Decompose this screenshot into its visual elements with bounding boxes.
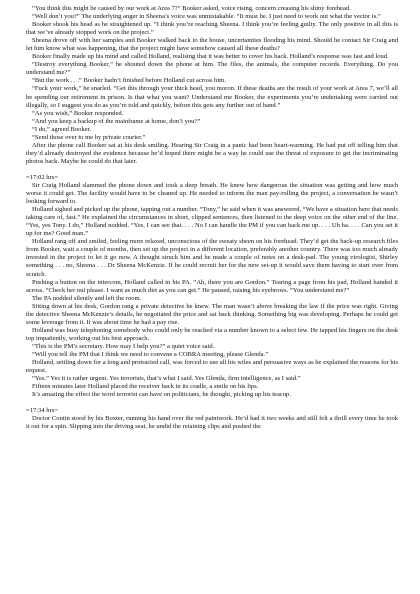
paragraph: Holland was busy telephoning somebody who could only be reached via a number known to a select few. He tapped his fingers on the desk top impatiently, working out his best approach. <box>26 326 398 342</box>
paragraph: “You think this might be caused by our work at Area 7?” Booker asked, voice rising, concern creasing his shiny forehead. <box>32 5 351 12</box>
paragraph: Booker finally made up his mind and called Holland, realising that it was better to cover his back. Holland’s response was fast and loud. <box>32 53 389 61</box>
paragraph: “And you keep a backup of the mainframe at home, don’t you?” <box>32 117 201 125</box>
paragraph: Holland rang off and smiled, feeling more relaxed, unconscious of the sweaty sheen on his forehead. They’d get the back-up research files from Booker, wait a couple of months, then set up the project in a different location, preferably another country. There was too much already invested in the project to let it go now. A thought struck him and he made a couple of notes on a desk-pad. The young virologist, Shirley something . . . no, Sheena . . . Dr Sheena McKenzie. If he could recruit her for the new set-up it would save them having to start over from scratch. <box>26 238 398 278</box>
paragraph: “Will you tell the PM that I think we need to convene a COBRA meeting, please Glenda.” <box>32 350 269 358</box>
paragraph: Doctor Contin stood by his Boxter, running his hand over the red paintwork. He’d had it two weeks and still felt a thrill every time he took it out for a spin. Slipping into the driving seat, he undid the retaining clips and pushed the <box>26 415 398 431</box>
paragraph: “But the work . . .” Booker hadn’t finished before Holland cut across him. <box>32 77 226 85</box>
paragraph: “As you wish,” Booker responded. <box>32 109 124 117</box>
paragraph: Holland, settling down for a long and protracted call, was forced to use all his wiles and persuasive ways as he explained the reasons for his request. <box>26 359 398 375</box>
time-stamp: =17:02 hrs= <box>26 173 58 181</box>
section-break <box>26 399 398 407</box>
paragraph: Booker shook his head as he straightened up. “I think you’re reaching Sheena. I think you’re feeling guilty. The only positive in all this is that we’ve already stopped work on the project.” <box>26 21 398 37</box>
paragraph: Sitting down at his desk, Gordon rang a private detective he knew. The man wasn’t above breaking the law if the price was right. Giving the detective Sheena McKenzie’s details, he negotiated the price and sat back thinking. Something big was developing. Perhaps he could get some leverage from it. It was about time he had a pay rise. <box>26 302 398 326</box>
paragraph: Sheena drove off with her samples and Booker walked back to the house, uncertainties flooding his mind. Should he contact Sir Craig and let him know what was happening, that the project might have somehow caused all these deaths? <box>26 37 398 53</box>
paragraph: Pushing a button on the intercom, Holland called in his PA. “Ah, there you are Gordon.” Tearing a page from his pad, Holland handed it across. “Check her out please. I want as much dirt as you can get.” He paused, raising his eyebrows. “You understand me?” <box>26 278 398 294</box>
paragraph: After the phone call Booker sat at his desk smiling. Hearing Sir Craig in a panic had been heart-warming. He had put off telling him that they’d already destroyed the evidence because he’d hoped there might be a way he could use the threat of exposure to get the incriminating photos back. Maybe he could do that later. <box>26 141 398 165</box>
time-stamp: =17:34 hrs= <box>26 407 58 415</box>
paragraph: “Destroy everything Booker,” he shouted down the phone at him. The files, the animals, the computer records. Everything. Do you understand me?” <box>26 61 398 77</box>
paragraph: The PA nodded silently and left the room. <box>32 294 142 302</box>
paragraph: Fifteen minutes later Holland placed the receiver back in its cradle, a smile on his lips. <box>32 383 259 391</box>
paragraph: “This is the PM’s secretary. How may I help you?” a quiet voice said. <box>32 342 215 350</box>
paragraph: “Send those over to me by private courier.” <box>32 133 146 141</box>
paragraph: “Well don’t you?” The underlying anger in Sheena’s voice was unmistakable. “It must be. I just need to work out what the vector is.” <box>32 13 381 21</box>
paragraph: Sir Craig Holland slammed the phone down and took a deep breath. He knew how dangerous the situation was getting and how much worse it could get. The facility would have to be cleaned up. He needed to inform the man pay-rolling the project, a conversation he wasn’t looking forward to. <box>26 181 398 206</box>
section-break <box>26 166 398 174</box>
paragraph: Holland sighed and picked up the phone, tapping out a number. “Tony,” he said when it was answered, “We have a situation here that needs taking care of, fast.” He explained the circumstances in short, clipped sentences, then listened to the deep voice on the other end of the line. “Yes, yes Tony. I do,” Holland nodded. “Yes, I can see that. . . . No I can handle the PM if you can back me up. . . . Uh ha. . . . Can you set it up for me? Good man.” <box>26 206 398 238</box>
paragraph: “Yes.” Yes it is rather urgent. Yes terrorists, that’s what I said. Yes Glenda, firm intelligence, as I said.” <box>32 375 301 383</box>
paragraph: It’s amazing the effect the word terrorist can have on politicians, he thought, picking up his teacup. <box>32 391 291 399</box>
paragraph: “I do,” agreed Booker. <box>32 125 92 133</box>
paragraph: “Fuck your work,” he snarled. “Get this through your thick head, you moron. If these deaths are the result of your work at Area 7, we’ll all be spending our retirement in prison. Is that what you want? Understand me Booker, the experiments you’re undertaking were carried out illegally, so I suggest you do as you’re told and quickly, before this gets any further out of hand.” <box>26 85 398 109</box>
